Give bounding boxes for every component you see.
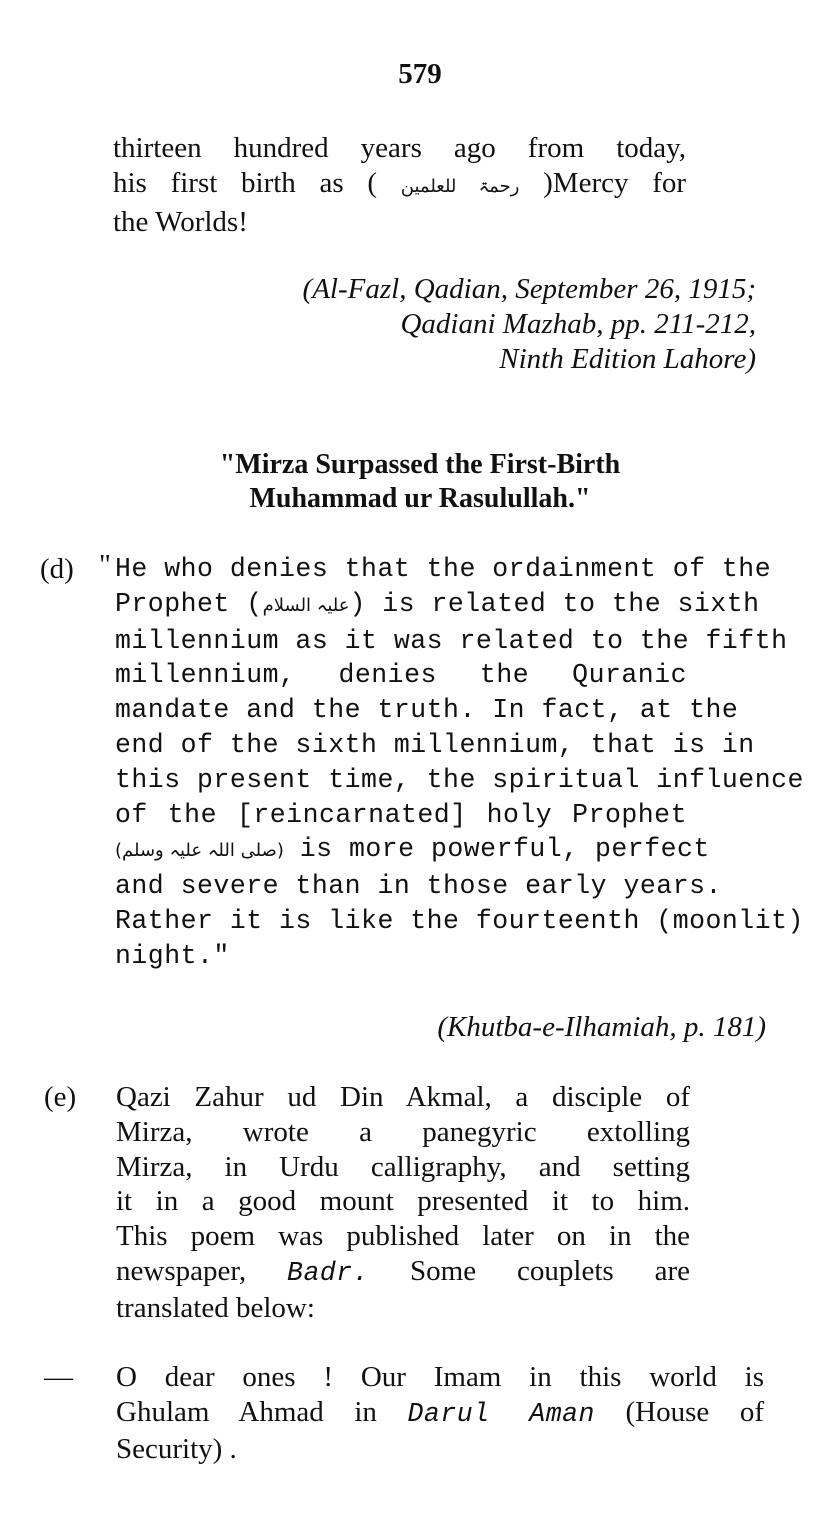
citation-khutba: (Khutba-e-Ilhamiah, p. 181) bbox=[437, 1011, 766, 1043]
item-d-paragraph: He who denies that the ordainment of the Prophet (علیہ السلام) is related to the sixth millennium as it was related to the fifth millennium, denies the Quranic mandate and the truth. In fact, at the end of the sixth millennium, that is in this present time, the spiritual influence of the [reincarnated] holy Prophet (صلی اللہ علیہ وسلم) is more powerful, perfect and severe than in those early years. Rather it is like the fourteenth (moonlit) night." bbox=[115, 554, 804, 971]
couplet-paragraph: O dear ones ! Our Imam in this world is Ghulam Ahmad in Darul Aman (House of Security) . bbox=[116, 1361, 765, 1465]
intro-line-3: the Worlds! bbox=[113, 205, 248, 238]
item-d-label: (d) bbox=[40, 553, 74, 585]
newspaper-title: Badr. bbox=[287, 1257, 370, 1288]
section-heading: "Mirza Surpassed the First-Birth Muhammad ur Rasulullah." bbox=[219, 449, 621, 514]
couplet-dash: — bbox=[44, 1361, 73, 1393]
arabic-phrase: (صلی اللہ علیہ وسلم) bbox=[115, 840, 284, 862]
arabic-phrase: رحمۃ للعلمین bbox=[400, 175, 520, 197]
item-e-paragraph: Qazi Zahur ud Din Akmal, a disciple of Mirza, wrote a panegyric extolling Mirza, in Urdu calligraphy, and setting it in a good mount presented it to him. This poem was published later on in the newspaper, Badr. Some couplets are translated below: bbox=[116, 1081, 691, 1324]
intro-line-1: thirteen hundred years ago from today, bbox=[113, 132, 686, 164]
page-number: 579 bbox=[398, 58, 442, 90]
place-name: Darul Aman bbox=[407, 1398, 595, 1429]
arabic-phrase: علیہ السلام bbox=[262, 594, 350, 616]
citation-al-fazl: (Al-Fazl, Qadian, September 26, 1915; Qadiani Mazhab, pp. 211-212, Ninth Edition Lahore) bbox=[302, 273, 756, 375]
item-e-label: (e) bbox=[44, 1081, 77, 1113]
intro-line-2: his first birth as ( رحمۃ للعلمین )Mercy for bbox=[113, 166, 687, 199]
intro-paragraph bbox=[113, 131, 686, 239]
item-d-quote-mark: " bbox=[99, 549, 111, 581]
